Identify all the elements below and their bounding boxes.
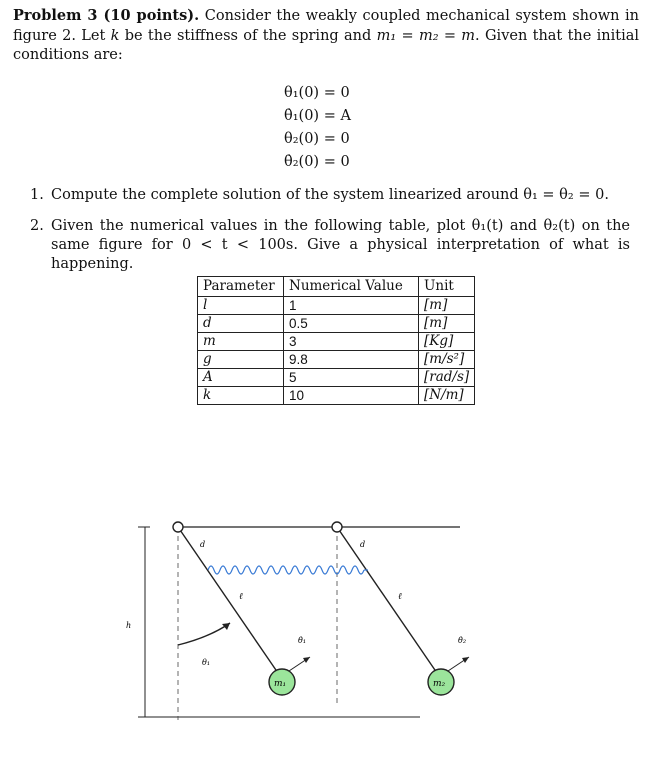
label-d1: d xyxy=(200,540,206,549)
question-list xyxy=(30,186,630,286)
question-number: 1. xyxy=(30,187,44,203)
column-header: Unit xyxy=(419,277,475,297)
value-cell: 5 xyxy=(284,369,419,387)
theta1-dot-arrowhead xyxy=(303,657,310,663)
param-cell: m xyxy=(198,333,284,351)
table-row xyxy=(198,333,475,351)
param-cell: A xyxy=(198,369,284,387)
label-h: h xyxy=(126,621,132,630)
value-cell: 0.5 xyxy=(284,315,419,333)
table-row xyxy=(198,369,475,387)
value-cell: 9.8 xyxy=(284,351,419,369)
question-number: 2. xyxy=(30,218,44,234)
problem-heading: Problem 3 (10 points). xyxy=(13,7,200,24)
column-header: Parameter xyxy=(198,277,284,297)
label-theta1-dot: θ̇₁ xyxy=(298,636,307,645)
question-text: Given the numerical values in the following table, plot θ₁(t) and θ₂(t) on the same figure for 0 < t < 100s. Give a physical interpretation of what is happening. xyxy=(51,218,630,272)
label-theta1: θ₁ xyxy=(202,658,211,667)
param-cell: d xyxy=(198,315,284,333)
value-cell: 10 xyxy=(284,387,419,405)
unit-cell: [m] xyxy=(419,297,475,315)
initial-condition: θ̇₂(0) = 0 xyxy=(284,154,350,170)
unit-cell: [m] xyxy=(419,315,475,333)
intro-mass-equation: m₁ = m₂ = m xyxy=(376,27,476,44)
problem-intro xyxy=(13,6,639,66)
rod-1 xyxy=(178,527,278,673)
param-cell: g xyxy=(198,351,284,369)
spring-coil xyxy=(208,566,364,574)
initial-condition: θ₁(0) = 0 xyxy=(284,85,350,101)
unit-cell: [rad/s] xyxy=(419,369,475,387)
table-row xyxy=(198,387,475,405)
question-item xyxy=(30,186,630,205)
intro-text-2: be the stiffness of the spring and xyxy=(119,27,377,44)
table-row xyxy=(198,315,475,333)
theta1-arc xyxy=(178,623,230,645)
pivot-2 xyxy=(332,522,342,532)
rod-2 xyxy=(337,527,437,673)
intro-k: k xyxy=(110,27,120,44)
initial-condition: θ₂(0) = 0 xyxy=(284,131,350,147)
column-header: Numerical Value xyxy=(284,277,419,297)
question-item xyxy=(30,217,630,274)
theta1-arrowhead xyxy=(222,623,230,630)
unit-cell: [m/s²] xyxy=(419,351,475,369)
initial-condition: θ̇₁(0) = A xyxy=(284,108,351,124)
initial-conditions xyxy=(284,82,351,174)
label-theta2-dot: θ̇₂ xyxy=(458,636,467,645)
question-text: Compute the complete solution of the system linearized around θ₁ = θ₂ = 0. xyxy=(51,187,609,203)
unit-cell: [N/m] xyxy=(419,387,475,405)
unit-cell: [Kg] xyxy=(419,333,475,351)
value-cell: 3 xyxy=(284,333,419,351)
parameter-table xyxy=(197,276,475,405)
table-row xyxy=(198,351,475,369)
param-cell: k xyxy=(198,387,284,405)
theta2-dot-arrowhead xyxy=(462,657,469,663)
table-row xyxy=(198,297,475,315)
label-d2: d xyxy=(360,540,366,549)
label-mass2: m₂ xyxy=(433,679,446,689)
coupled-pendulum-diagram xyxy=(120,505,520,735)
label-l1: ℓ xyxy=(239,592,243,602)
label-l2: ℓ xyxy=(398,592,402,602)
param-cell: l xyxy=(198,297,284,315)
label-mass1: m₁ xyxy=(274,679,287,689)
table-header-row xyxy=(198,277,475,297)
intro-text-3: . Given that the initial conditions are: xyxy=(13,27,639,63)
pivot-1 xyxy=(173,522,183,532)
intro-text-1: Consider the weakly coupled mechanical system shown in figure 2. Let xyxy=(13,8,639,44)
value-cell: 1 xyxy=(284,297,419,315)
